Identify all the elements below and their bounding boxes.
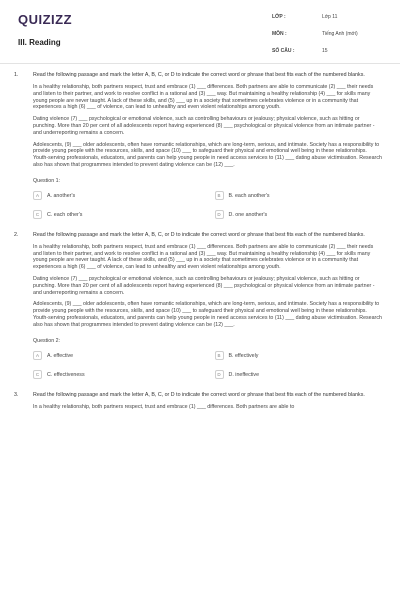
answer-option-a[interactable] xyxy=(33,191,201,201)
answer-options xyxy=(33,191,382,220)
questions-list xyxy=(0,72,400,415)
answer-option-b[interactable] xyxy=(215,191,383,201)
question-spacer xyxy=(0,380,400,392)
question-instruction: Read the following passage and mark the letter A, B, C, or D to indicate the correct word or phrase that best fits each of the numbered blanks. xyxy=(33,231,365,238)
option-letter-box: D xyxy=(215,210,224,219)
meta-count-key: SỐ CÂU : xyxy=(272,48,295,54)
passage-paragraph: In a healthy relationship, both partners respect, trust and embrace (1) ___ differences. Both partners are able to xyxy=(33,403,295,410)
option-text: A. another's xyxy=(47,192,76,199)
meta-subject-key: MÔN : xyxy=(272,31,287,37)
section-title: III. Reading xyxy=(18,38,61,47)
answer-option-a[interactable] xyxy=(33,351,201,361)
page-header xyxy=(0,0,400,62)
option-letter-box: B xyxy=(215,191,224,200)
option-text: B. each another's xyxy=(228,192,270,199)
meta-class-value: Lớp 11 xyxy=(322,14,338,20)
question-item xyxy=(0,72,400,220)
answer-option-d[interactable] xyxy=(215,370,383,380)
option-letter-box: A xyxy=(33,191,42,200)
quizizz-logo: QUIZIZZ xyxy=(18,12,73,27)
passage-paragraph: Adolescents, (9) ___ older adolescents, often have romantic relationships, which are long-term, serious, and intimate. Society has a responsibility to provide young people with the resources, skills, and space (10) ___ to safeguard their physical and emotional well being in these relationships. Youth-serving professionals, educators, and parents can help young people in need access services to (11) ___ dating abuse victimisation. Research also has shown that programmes intended to prevent dating violence can be (12) ___. xyxy=(33,141,382,168)
brand-block xyxy=(18,12,72,62)
question-instruction: Read the following passage and mark the letter A, B, C, or D to indicate the correct word or phrase that best fits each of the numbered blanks. xyxy=(33,391,365,398)
option-letter-box: D xyxy=(215,370,224,379)
question-label: Question 2: xyxy=(33,337,61,344)
option-letter-box: C xyxy=(33,370,42,379)
option-letter-box: A xyxy=(33,351,42,360)
question-number: 1. xyxy=(14,72,19,78)
passage-paragraph: In a healthy relationship, both partners respect, trust and embrace (1) ___ differences. Both partners are able to communicate (2) ___ their needs and listen to their partner, and work to resolve conflict in a rational and (3) ___ way. But maintaining a healthy relationship (4) ___ for skills many young people are never taught. A lack of these skills, and (5) ___ up in a society that sometimes celebrates violence or in a community that experiences a high (6) ___ of violence, can lead to unhealthy and even violent relationships among youth. xyxy=(33,243,374,271)
header-divider xyxy=(0,63,400,64)
question-item xyxy=(0,392,400,411)
option-letter-box: C xyxy=(33,210,42,219)
question-spacer xyxy=(0,220,400,232)
option-text: D. one another's xyxy=(228,211,268,218)
passage-paragraph: In a healthy relationship, both partners respect, trust and embrace (1) ___ differences. Both partners are able to communicate (2) ___ their needs and listen to their partner, and work to resolve conflict in a rational and (3) ___ way. But maintaining a healthy relationship (4) ___ for skills many young people are never taught. A lack of these skills, and (5) ___ up in a society that sometimes celebrates violence or in a community that experiences a high (6) ___ of violence, can lead to unhealthy and even violent relationships among youth. xyxy=(33,84,374,111)
option-letter-box: B xyxy=(215,351,224,360)
question-label: Question 1: xyxy=(33,177,61,184)
passage-paragraph: Dating violence (7) ___ psychological or emotional violence, such as controlling behaviours or jealousy; physical violence, such as hitting or punching. More than 20 per cent of all adolescents report having experienced (8) ___ psychological or physical violence from an intimate partner - and underreporting remains a concern. xyxy=(33,275,375,296)
question-instruction: Read the following passage and mark the letter A, B, C, or D to indicate the correct word or phrase that best fits each of the numbered blanks. xyxy=(33,72,365,78)
passage-paragraph: Dating violence (7) ___ psychological or emotional violence, such as controlling behaviours or jealousy; physical violence, such as hitting or punching. More than 20 per cent of all adolescents report having experienced (8) ___ psychological or physical violence from an intimate partner - and underreporting remains a concern. xyxy=(33,116,375,136)
option-text: C. effectiveness xyxy=(47,371,85,378)
option-text: A. effective xyxy=(47,352,74,359)
answer-options xyxy=(33,351,382,380)
question-number: 3. xyxy=(14,391,19,398)
question-item xyxy=(0,232,400,380)
question-number: 2. xyxy=(14,231,19,238)
answer-option-c[interactable] xyxy=(33,210,201,220)
option-text: D. ineffective xyxy=(228,371,260,378)
meta-count-value: 15 xyxy=(322,48,328,54)
answer-option-d[interactable] xyxy=(215,210,383,220)
meta-class-key: LỚP : xyxy=(272,14,286,20)
passage-paragraph: Adolescents, (9) ___ older adolescents, often have romantic relationships, which are long-term, serious, and intimate. Society has a responsibility to provide young people with the resources, skills, and space (10) ___ to safeguard their physical and emotional well being in these relationships. Youth-serving professionals, educators, and parents can help young people in need access services to (11) ___ dating abuse victimisation. Research also has shown that programmes intended to prevent dating violence can be (12) ___. xyxy=(33,301,382,328)
answer-option-c[interactable] xyxy=(33,370,201,380)
worksheet-meta xyxy=(272,14,382,62)
option-text: B. effectively xyxy=(228,352,259,359)
answer-option-b[interactable] xyxy=(215,351,383,361)
meta-subject-value: Tiếng Anh (mới) xyxy=(322,31,358,37)
option-text: C. each other's xyxy=(47,211,83,218)
